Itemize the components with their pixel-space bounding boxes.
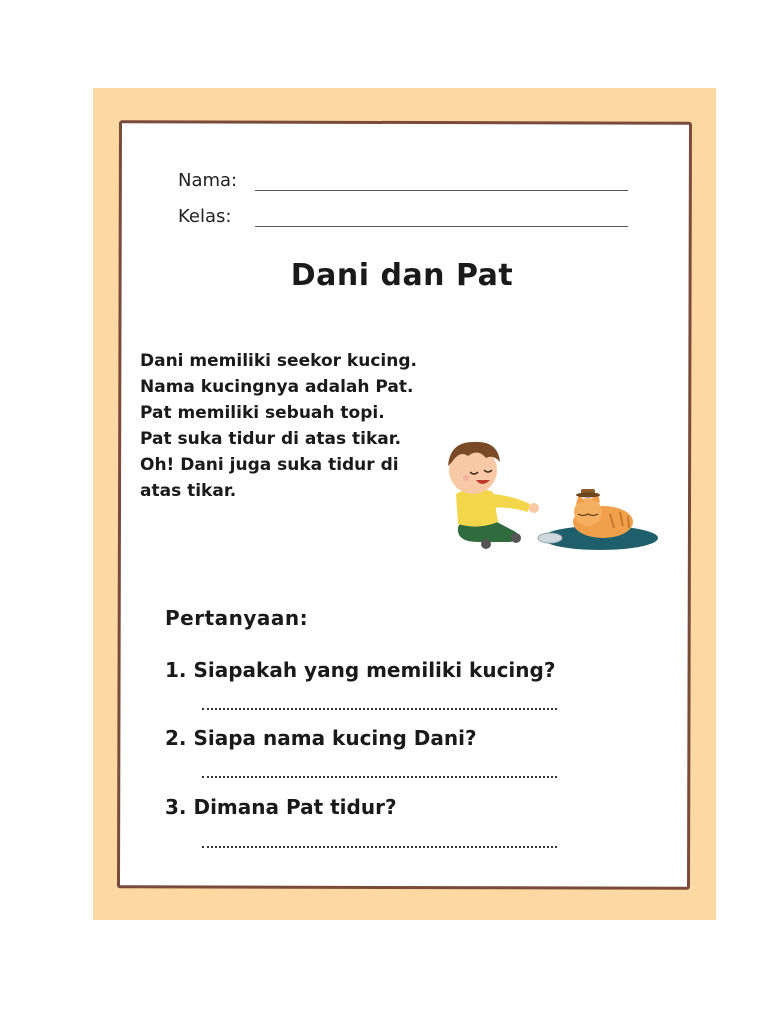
story-line: Nama kucingnya adalah Pat. (140, 377, 414, 397)
questions-heading: Pertanyaan: (165, 606, 309, 630)
class-field-row (178, 206, 256, 227)
question-2: 2. Siapa nama kucing Dani? (165, 726, 477, 750)
answer-line-2[interactable] (202, 776, 557, 778)
boy-and-cat-illustration (438, 432, 660, 554)
name-field-row (178, 170, 256, 191)
story-line: Pat memiliki sebuah topi. (140, 403, 385, 423)
answer-line-1[interactable] (202, 708, 557, 710)
story-line: Oh! Dani juga suka tidur di (140, 455, 399, 475)
story-line: atas tikar. (140, 481, 237, 501)
answer-line-3[interactable] (202, 846, 557, 848)
bowl-shape (538, 533, 562, 543)
question-3: 3. Dimana Pat tidur? (165, 795, 397, 819)
name-label: Nama: (178, 170, 238, 191)
story-line: Pat suka tidur di atas tikar. (140, 429, 402, 449)
story-line: Dani memiliki seekor kucing. (140, 351, 417, 371)
page-title: Dani dan Pat (290, 258, 514, 293)
question-1: 1. Siapakah yang memiliki kucing? (165, 658, 556, 682)
class-input-line[interactable] (255, 226, 628, 227)
story-text (140, 348, 417, 504)
name-input-line[interactable] (255, 190, 628, 191)
class-label: Kelas: (178, 206, 232, 227)
